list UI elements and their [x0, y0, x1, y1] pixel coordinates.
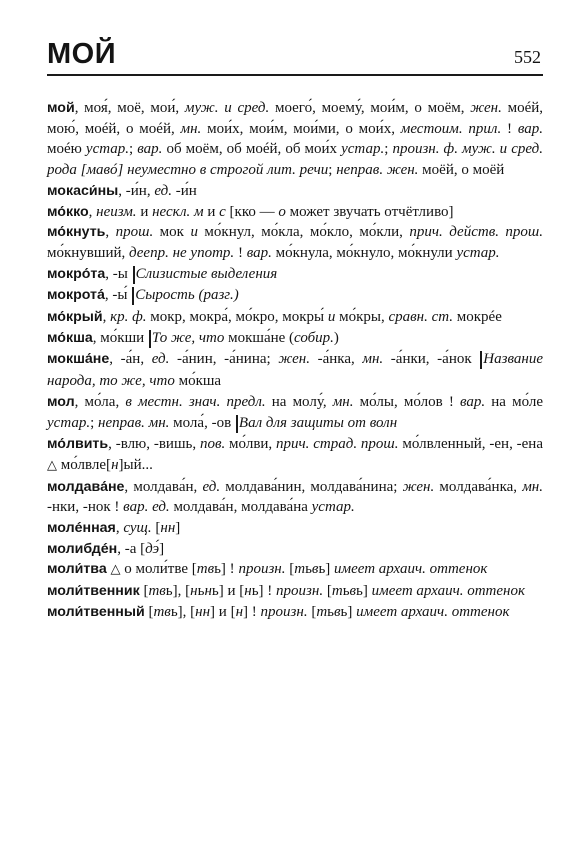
- entry-text: ь]: [318, 561, 335, 578]
- grammar-note: кр. ф.: [110, 309, 147, 326]
- grammar-note: имеет архаич. оттенок: [371, 583, 526, 600]
- dictionary-entry: [47, 559, 543, 581]
- entry-headword: мо́кша: [47, 329, 93, 346]
- entry-text: мокша́не (: [224, 329, 295, 346]
- grammar-note: неправ. жен.: [336, 162, 419, 179]
- grammar-note: тв: [196, 561, 215, 578]
- meaning-box-icon: [133, 266, 135, 284]
- entry-text: ь], [: [170, 603, 196, 620]
- grammar-note: устар.: [85, 141, 130, 158]
- grammar-note: тв: [148, 583, 166, 600]
- entry-text: мо́лвленный, -ен, -ена: [398, 436, 543, 453]
- entry-headword: мокрота́: [47, 287, 105, 304]
- entry-text: ): [333, 329, 339, 346]
- grammar-note: и: [327, 309, 336, 326]
- grammar-note: местоим. прил.: [400, 120, 502, 137]
- entry-text: мо́лви,: [225, 436, 277, 453]
- entry-headword: мокро́та: [47, 265, 106, 282]
- entry-text: ] !: [243, 603, 261, 620]
- grammar-note: произн. ф. муж. и сред. рода [мавó] неуместно в строгой лит. речи: [47, 141, 543, 179]
- dictionary-entry: [47, 434, 543, 476]
- grammar-note: вар.: [459, 393, 486, 410]
- entry-text: [: [144, 603, 154, 620]
- entry-text: ь]: [340, 603, 357, 620]
- grammar-note: мн.: [522, 478, 543, 495]
- entry-text: , мо́ла,: [74, 393, 126, 410]
- entry-text: о моли́тве [: [120, 561, 197, 578]
- entry-text: ]ый...: [118, 456, 153, 473]
- entry-text: , -влю, -вишь,: [108, 436, 200, 453]
- entry-text: , моя́, моё, мои́,: [74, 100, 185, 116]
- entry-text: ] и [: [210, 603, 236, 620]
- entry-text: ь]: [356, 583, 372, 600]
- triangle-icon: △: [47, 457, 57, 473]
- dictionary-entry: [47, 392, 543, 434]
- grammar-note: н: [244, 583, 252, 600]
- grammar-note: н: [190, 583, 198, 600]
- entry-text: ,: [105, 224, 116, 241]
- meaning-box-icon: [149, 330, 151, 348]
- entry-headword: молдава́не: [47, 478, 125, 495]
- entry-text: !: [501, 120, 518, 137]
- entry-text: об моём, об моéй, об мои́х: [162, 141, 342, 158]
- entry-text: !: [234, 244, 247, 261]
- dictionary-entry: [47, 98, 543, 181]
- entry-text: , -а́н,: [109, 351, 152, 368]
- dictionary-entry: [47, 285, 543, 307]
- entry-text: ,: [115, 520, 124, 537]
- grammar-note: сущ.: [123, 520, 152, 537]
- grammar-note: в: [334, 603, 341, 620]
- grammar-note: прош.: [115, 224, 154, 241]
- entry-text: ь] !: [214, 561, 239, 578]
- entry-text: мокр, мокра́, мо́кро, мокры́: [146, 309, 328, 326]
- entry-text: ь: [342, 583, 350, 600]
- grammar-note: неправ. мн.: [98, 414, 170, 431]
- entry-headword: моли́твенный: [47, 603, 145, 620]
- entry-text: [: [323, 583, 332, 600]
- grammar-note: сравн. ст.: [388, 309, 454, 326]
- dictionary-entry: [47, 581, 543, 602]
- grammar-note: мн.: [332, 393, 354, 410]
- grammar-note: нн: [160, 520, 176, 537]
- entry-headword: молибдéн: [47, 540, 118, 557]
- entry-text: моёй, о моёй: [418, 162, 505, 179]
- grammar-note: имеет архаич. оттенок: [356, 603, 510, 620]
- grammar-note: имеет архаич. оттенок: [334, 561, 488, 578]
- entry-text: мо́кнул, мо́кла, мо́кло, мо́кли,: [197, 224, 410, 241]
- grammar-note: в: [311, 561, 319, 578]
- grammar-note: в: [349, 583, 357, 600]
- entry-text: ]: [175, 520, 181, 537]
- entry-text: , -ы́: [104, 287, 132, 304]
- grammar-note: тв: [153, 603, 171, 620]
- entry-text: ;: [328, 162, 337, 179]
- grammar-note: пов.: [199, 436, 226, 453]
- grammar-note: вар.: [517, 120, 544, 137]
- grammar-note: н: [111, 456, 119, 473]
- entry-headword: мокаси́ны: [47, 182, 119, 199]
- grammar-note: произн.: [260, 603, 308, 620]
- dictionary-entry: [47, 477, 543, 518]
- triangle-icon: △: [110, 562, 121, 578]
- entry-headword: мол: [47, 393, 75, 410]
- grammar-note: дэ́: [145, 540, 160, 557]
- dictionary-entries: [47, 98, 543, 623]
- grammar-note: мн.: [180, 120, 202, 137]
- grammar-note: ед.: [202, 478, 221, 495]
- entry-headword: моли́твенник: [47, 583, 140, 600]
- grammar-note: ед.: [154, 182, 172, 199]
- entry-text: , -ы: [105, 265, 132, 282]
- meaning-box-icon: [236, 415, 238, 433]
- entry-text: [: [139, 583, 149, 600]
- grammar-note: устар.: [311, 499, 355, 516]
- grammar-note: нескл. м: [152, 203, 204, 220]
- entry-text: , -а [: [117, 540, 146, 557]
- dictionary-entry: [47, 181, 543, 202]
- entry-text: моéю: [47, 141, 86, 158]
- grammar-note: вар.: [137, 141, 163, 158]
- grammar-note: Название народа, то же, что: [47, 351, 543, 390]
- entry-headword: мо́кко: [47, 203, 89, 220]
- entry-headword: мокша́не: [47, 351, 110, 368]
- entry-text: ;: [384, 141, 393, 158]
- entry-text: моего́, моему́, мои́м, о моём,: [269, 100, 471, 116]
- grammar-note: жен.: [402, 478, 435, 495]
- grammar-note: деепр. не употр.: [129, 244, 235, 261]
- entry-text: на молу́,: [265, 393, 333, 410]
- dictionary-entry: [47, 518, 543, 539]
- entry-text: -а́нка,: [309, 351, 363, 368]
- dictionary-entry: [47, 602, 543, 623]
- grammar-note: жен.: [278, 351, 310, 368]
- entry-text: [: [151, 520, 161, 537]
- entry-text: ,: [102, 309, 111, 326]
- entry-text: ь] и [: [211, 583, 245, 600]
- entry-text: [кко —: [225, 203, 279, 220]
- grammar-note: устар.: [456, 244, 500, 261]
- grammar-note: произн.: [238, 561, 286, 578]
- entry-text: мо́кры,: [335, 309, 389, 326]
- page-header: [47, 38, 543, 76]
- grammar-note: н: [235, 603, 244, 620]
- grammar-note: вар. ед.: [123, 499, 170, 516]
- entry-text: молдава́н, молдава́на: [169, 499, 312, 516]
- entry-text: ь], [: [165, 583, 191, 600]
- entry-headword: мой: [47, 100, 75, 116]
- entry-text: ;: [129, 141, 138, 158]
- dictionary-entry: [47, 328, 543, 350]
- grammar-note: Сырость (разг.): [135, 287, 239, 304]
- entry-text: ь: [197, 583, 205, 600]
- entry-text: мо́кнула, мо́кнуло, мо́кнули: [271, 244, 457, 261]
- dictionary-entry: [47, 349, 543, 391]
- grammar-note: То же, что: [151, 329, 225, 346]
- grammar-note: устар.: [341, 141, 385, 158]
- meaning-box-icon: [480, 351, 482, 369]
- entry-text: ь: [305, 561, 312, 578]
- entry-headword: мо́лвить: [47, 436, 109, 453]
- grammar-note: т: [331, 583, 343, 600]
- entry-text: мо́лы, мо́лов !: [353, 393, 460, 410]
- running-headword: МОЙ: [47, 38, 117, 70]
- grammar-note: с: [219, 203, 226, 220]
- entry-text: мои́х, мои́м, мои́ми, о мои́х,: [201, 120, 401, 137]
- meaning-box-icon: [132, 287, 134, 305]
- entry-text: -а́нин, -а́нина;: [169, 351, 279, 368]
- grammar-note: о: [278, 203, 286, 220]
- entry-headword: молéнная: [47, 520, 116, 537]
- entry-text: ]: [159, 540, 165, 557]
- entry-text: на мо́ле: [485, 393, 544, 410]
- entry-headword: мо́крый: [47, 309, 103, 326]
- grammar-note: прич. действ. прош.: [409, 224, 544, 241]
- entry-text: мола́, -ов: [169, 414, 235, 431]
- grammar-note: Слизистые выделения: [135, 265, 278, 282]
- entry-headword: мо́кнуть: [47, 224, 106, 241]
- entry-text: ;: [90, 414, 99, 431]
- entry-headword: моли́тва: [47, 561, 107, 578]
- entry-text: [: [285, 561, 295, 578]
- entry-text: , -и́н,: [118, 182, 155, 199]
- entry-text: молдава́нин, молдава́нина;: [220, 478, 403, 495]
- entry-text: может звучать отчётливо]: [285, 203, 454, 220]
- entry-text: мок: [153, 224, 191, 241]
- grammar-note: жен.: [470, 100, 502, 116]
- grammar-note: неизм.: [96, 203, 137, 220]
- grammar-note: нн: [195, 603, 211, 620]
- entry-text: мо́кша: [174, 373, 222, 390]
- entry-text: , молдава́н,: [124, 478, 203, 495]
- entry-text: -а́нки, -а́нок: [383, 351, 480, 368]
- grammar-note: мн.: [362, 351, 384, 368]
- page-number: 552: [514, 47, 541, 67]
- entry-text: ,: [88, 203, 97, 220]
- grammar-note: и: [190, 224, 198, 241]
- entry-text: ь: [327, 603, 335, 620]
- entry-text: мо́кнувший,: [47, 244, 129, 261]
- grammar-note: т: [316, 603, 328, 620]
- grammar-note: прич. страд. прош.: [276, 436, 399, 453]
- dictionary-entry: [47, 202, 543, 223]
- entry-text: [: [307, 603, 317, 620]
- entry-text: молдава́нка,: [434, 478, 523, 495]
- entry-text: , мо́кши: [92, 329, 148, 346]
- entry-text: -нки, -нок !: [47, 499, 124, 516]
- grammar-note: Вал для защиты от волн: [238, 414, 398, 431]
- entry-text: и: [203, 203, 220, 220]
- grammar-note: в местн. знач. предл.: [125, 393, 266, 410]
- entry-text: ь] !: [251, 583, 277, 600]
- dictionary-entry: [47, 264, 543, 286]
- dictionary-entry: [47, 307, 543, 328]
- grammar-note: т: [294, 561, 306, 578]
- grammar-note: муж. и сред.: [184, 100, 270, 116]
- grammar-note: н: [204, 583, 212, 600]
- grammar-note: устар.: [47, 414, 91, 431]
- grammar-note: произн.: [276, 583, 324, 600]
- entry-text: мо́лвле[: [57, 456, 112, 473]
- dictionary-entry: [47, 539, 543, 560]
- entry-text: и: [136, 203, 153, 220]
- entry-text: -и́н: [171, 182, 197, 199]
- dictionary-entry: [47, 222, 543, 263]
- grammar-note: вар.: [246, 244, 272, 261]
- entry-text: моéй, мою́, моéй, о моéй,: [47, 100, 544, 137]
- entry-text: мокрée: [453, 309, 502, 326]
- grammar-note: собир.: [294, 329, 334, 346]
- grammar-note: ед.: [151, 351, 170, 368]
